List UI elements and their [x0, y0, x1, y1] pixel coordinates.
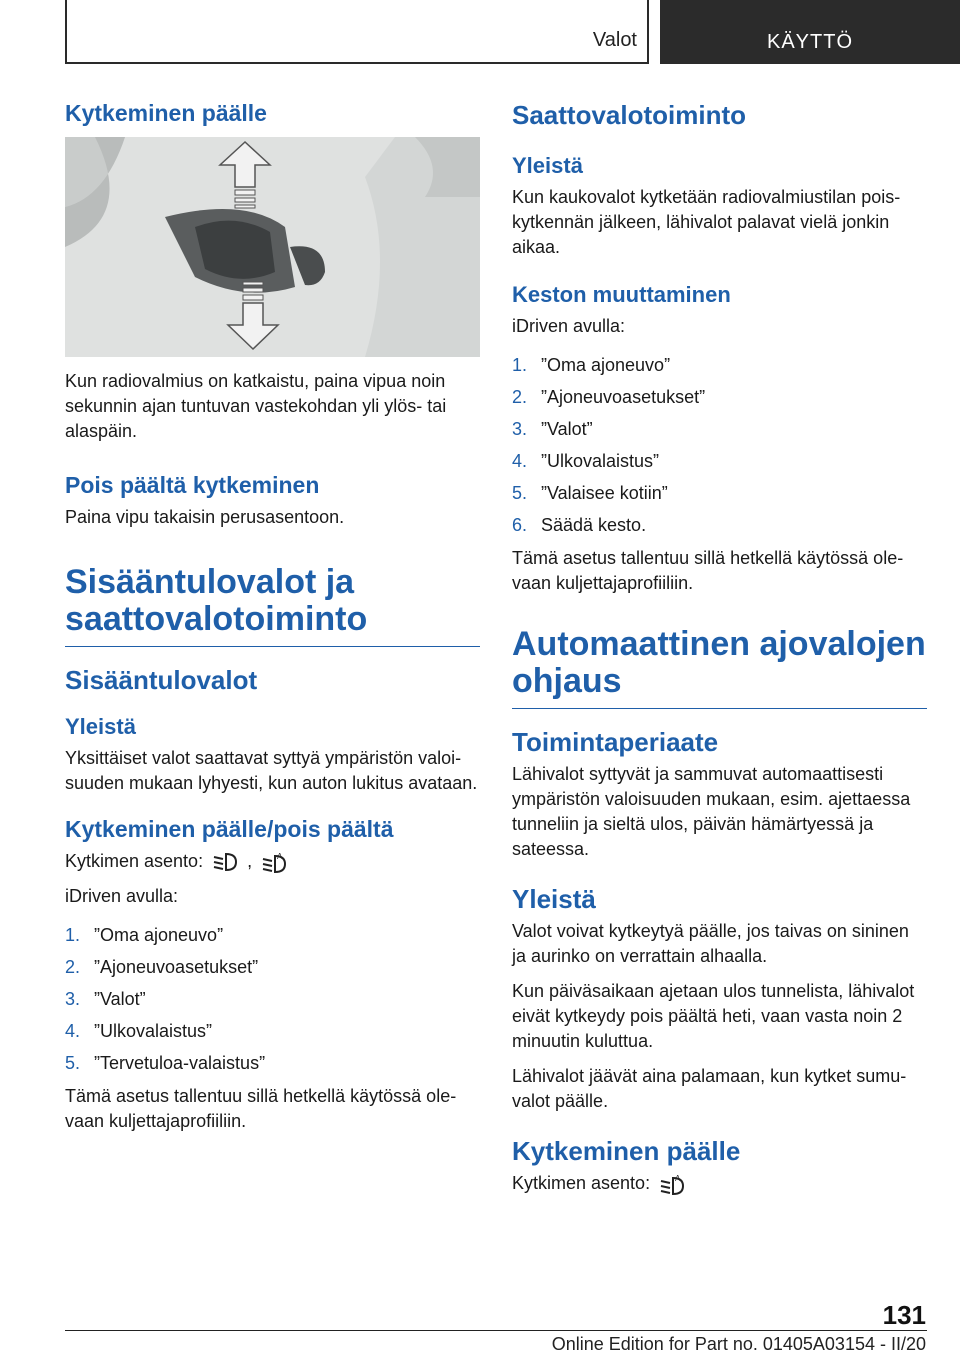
heading-general-2: Yleistä [512, 884, 596, 914]
switch-separator: , [247, 851, 253, 871]
heading-on-off: Kytkeminen päälle/pois päältä [65, 816, 394, 842]
profile-note: Tämä asetus tallentuu sillä hetkellä käytössä olevaan kuljettajaprofiiliin. [65, 1086, 457, 1131]
principle-text: Lähivalot syttyvät ja sammuvat automaattisesti ympäristön valoisuuden mukaan, esim. ajettaessa tunneliin ja sieltä ulos, päivän hämärtyessä ja sateessa. [512, 764, 911, 859]
list-item: 3. ”Valot” [65, 989, 146, 1009]
list-item: 4. ”Ulkovalaistus” [512, 451, 660, 471]
list-item: 1. ”Oma ajoneuvo” [512, 355, 671, 375]
svg-text:A: A [675, 1174, 681, 1184]
auto-light-icon [659, 1173, 685, 1195]
page-number: 131 [882, 1300, 926, 1330]
right-column [512, 100, 927, 1206]
heading-general: Yleistä [512, 153, 583, 178]
list-item: 4. ”Ulkovalaistus” [65, 1021, 213, 1041]
lever-up-down-illustration [65, 137, 480, 357]
auto-light-icon [261, 851, 287, 873]
list-item: 6. Säädä kesto. [512, 515, 647, 535]
low-beam-light-icon [212, 851, 238, 873]
header-section-box [65, 0, 649, 64]
edition-footer: Online Edition for Part no. 01405A03154 - II/20 [551, 1334, 926, 1354]
svg-text:A: A [277, 852, 283, 862]
list-item: 5. ”Tervetuloa-valaistus” [65, 1053, 266, 1073]
list-item: 1. ”Oma ajoneuvo” [65, 925, 224, 945]
list-item: 2. ”Ajoneuvoasetukset” [65, 957, 259, 977]
lever-figure [65, 137, 480, 357]
duration-steps-list [512, 353, 927, 538]
switch-position-line [512, 1171, 927, 1196]
section-title: Valot [592, 29, 637, 51]
section-entry-lights: Sisääntulovalot ja saattovalotoiminto [65, 564, 480, 647]
profile-note: Tämä asetus tallentuu sillä hetkellä käytössä olevaan kuljettajaprofiiliin. [512, 548, 904, 593]
idrive-label: iDriven avulla: [512, 316, 626, 336]
heading-switch-off: Pois päältä kytkeminen [65, 472, 320, 498]
general-text-3: Lähivalot jäävät aina palamaan, kun kytket sumuvalot päälle. [512, 1066, 907, 1111]
list-item: 3. ”Valot” [512, 419, 593, 439]
general-text-2: Kun päiväsaikaan ajetaan ulos tunnelista, lähivalot eivät kytkeydy pois päältä heti, vaan vasta noin 2 minuutin kuluttua. [512, 981, 915, 1051]
general-text-1: Valot voivat kytkeytyä päälle, jos taivas on sininen ja aurinko on verrattain alhaalla. [512, 921, 909, 966]
footer-divider [65, 1330, 927, 1331]
heading-follow-me: Saattovalotoiminto [512, 100, 747, 130]
heading-switch-on: Kytkeminen päälle [65, 100, 267, 126]
heading-general: Yleistä [65, 714, 136, 739]
heading-change-duration: Keston muuttaminen [512, 282, 731, 307]
switch-position-label: Kytkimen asento: [65, 851, 204, 871]
chapter-title: KÄYTTÖ [766, 31, 853, 53]
section-auto-headlights: Automaattinen ajovalojen ohjaus [512, 626, 927, 709]
switch-off-text: Paina vipu takaisin perusasentoon. [65, 507, 345, 527]
heading-principle: Toimintaperiaate [512, 727, 719, 757]
follow-me-text: Kun kaukovalot kytketään radiovalmiustilan poiskytkennän jälkeen, lähivalot palavat vielä jonkin aikaa. [512, 187, 901, 257]
figure-caption: Kun radiovalmius on katkaistu, paina vipua noin sekunnin ajan tuntuvan vastekohdan yli ylös- tai alaspäin. [65, 371, 447, 441]
general-text: Yksittäiset valot saattavat syttyä ympäristön valoisuuden mukaan lyhyesti, kun auton lukitus avataan. [65, 748, 478, 793]
subsection-entry-lights: Sisääntulovalot [65, 665, 258, 695]
chapter-tab [660, 0, 960, 64]
switch-position-label: Kytkimen asento: [512, 1173, 651, 1193]
heading-switch-on-auto: Kytkeminen päälle [512, 1136, 741, 1166]
list-item: 2. ”Ajoneuvoasetukset” [512, 387, 706, 407]
list-item: 5. ”Valaisee kotiin” [512, 483, 668, 503]
idrive-label: iDriven avulla: [65, 886, 179, 906]
switch-position-line [65, 849, 480, 874]
entry-steps-list [65, 923, 480, 1076]
left-column [65, 100, 480, 1144]
